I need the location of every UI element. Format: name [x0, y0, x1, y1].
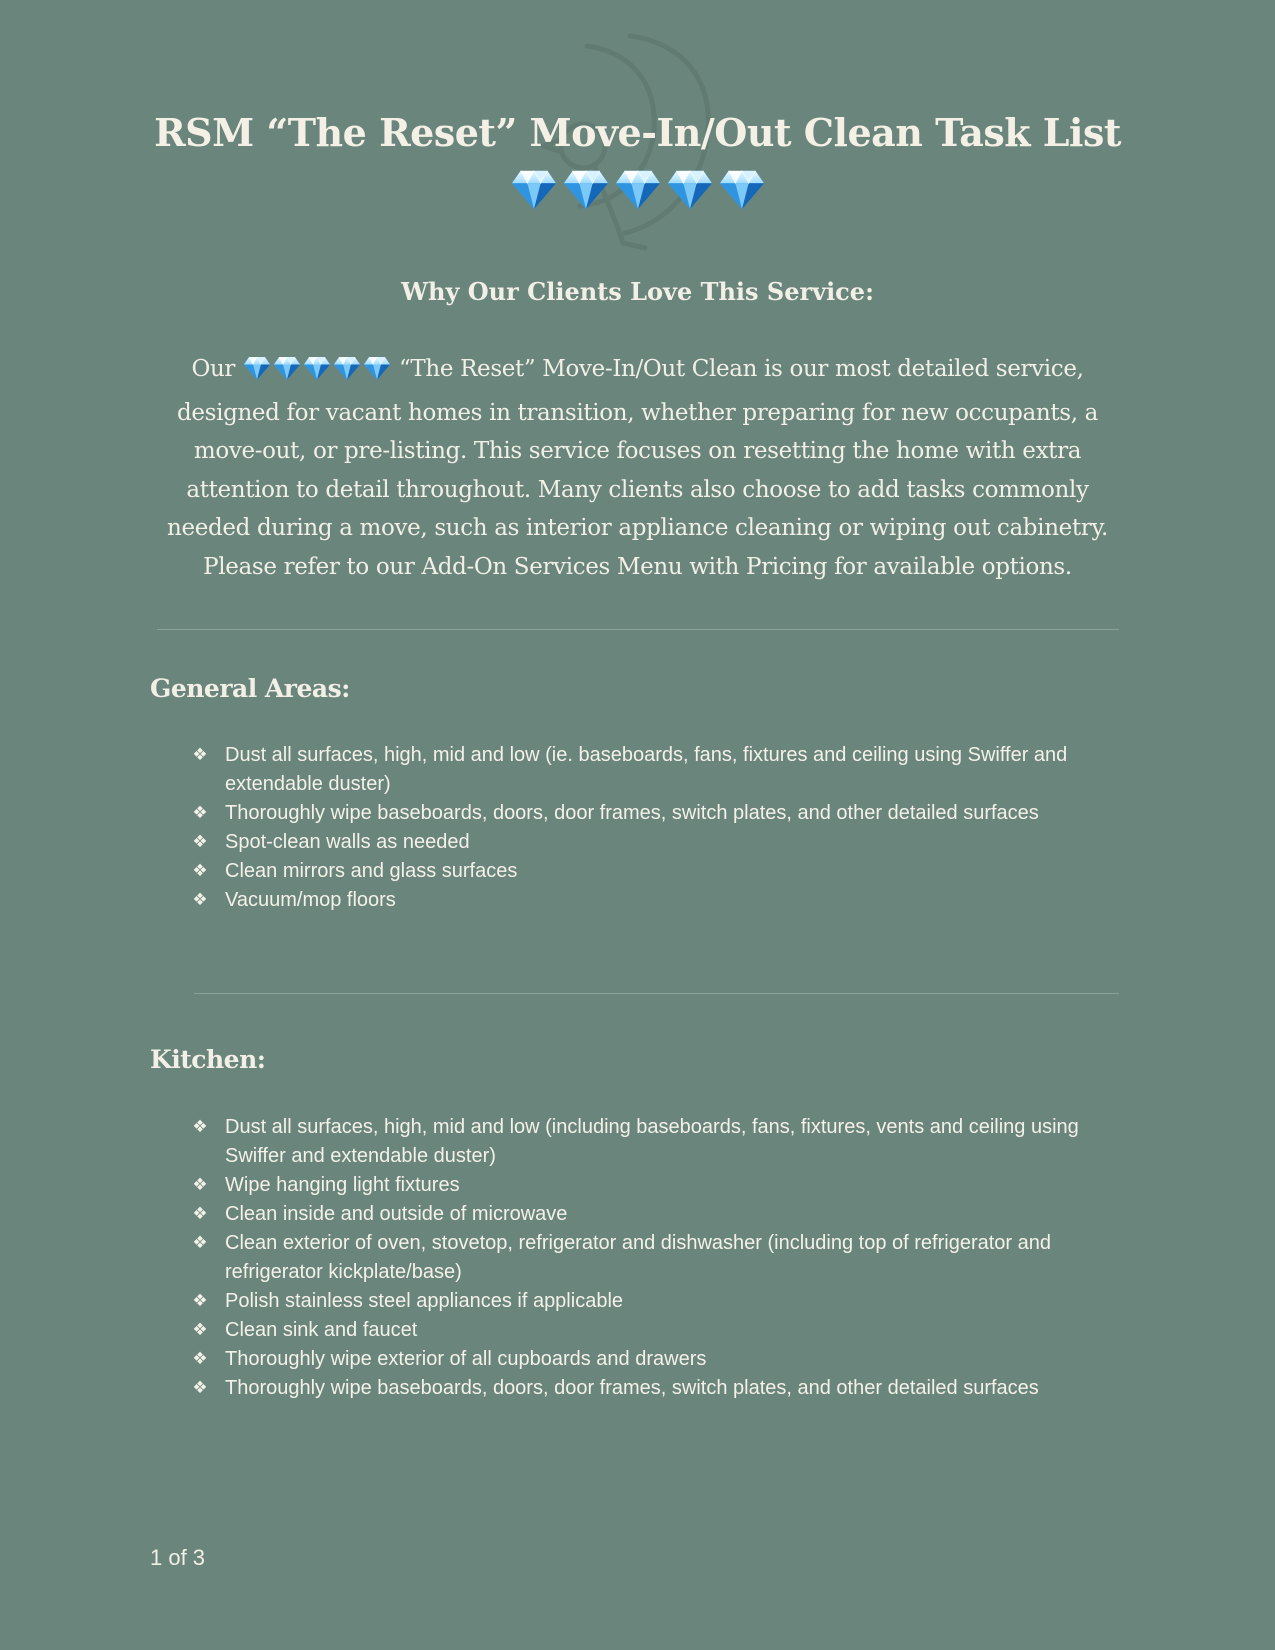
diamond-bullet-icon: ❖ [192, 1233, 208, 1253]
list-item-text: Clean inside and outside of microwave [225, 1203, 568, 1225]
diamond-bullet-icon: ❖ [192, 1204, 208, 1224]
list-item-text: Spot-clean walls as needed [225, 831, 470, 853]
list-item [190, 1171, 1090, 1200]
diamond-icon [363, 356, 391, 381]
diamond-bullet-icon: ❖ [192, 1175, 208, 1195]
diamond-bullet-icon: ❖ [192, 1117, 208, 1137]
diamond-bullet-icon: ❖ [192, 890, 208, 910]
list-item-text: Clean mirrors and glass surfaces [225, 860, 518, 882]
list-item-text: Wipe hanging light fixtures [225, 1174, 460, 1196]
diamond-icon [303, 356, 331, 381]
diamond-icon [243, 356, 271, 381]
diamond-icon [615, 168, 661, 212]
page-indicator: 1 of 3 [150, 1545, 206, 1570]
list-item-text: Vacuum/mop floors [225, 889, 396, 911]
diamond-bullet-icon: ❖ [192, 861, 208, 881]
intro-paragraph [160, 350, 1115, 586]
document-title: RSM “The Reset” Move-In/Out Clean Task List [154, 110, 1121, 155]
section-divider [157, 629, 1119, 630]
list-item [190, 799, 1090, 828]
diamond-rating [0, 168, 1275, 216]
list-item-text: Polish stainless steel appliances if applicable [225, 1290, 624, 1312]
general-areas-task-list [190, 741, 1090, 915]
section-divider [194, 993, 1119, 994]
section-heading-kitchen: Kitchen: [150, 1045, 266, 1074]
intro-heading: Why Our Clients Love This Service: [401, 277, 874, 306]
section-heading-general-areas: General Areas: [150, 674, 350, 703]
inline-diamond-rating [242, 355, 392, 394]
list-item [190, 1229, 1090, 1287]
list-item-text: Thoroughly wipe baseboards, doors, door frames, switch plates, and other detailed surfaces [225, 1377, 1039, 1399]
diamond-icon [563, 168, 609, 212]
list-item [190, 828, 1090, 857]
diamond-bullet-icon: ❖ [192, 1378, 208, 1398]
list-item-text: Clean sink and faucet [225, 1319, 418, 1341]
list-item [190, 1316, 1090, 1345]
intro-lead: Our [191, 356, 236, 382]
diamond-icon [667, 168, 713, 212]
diamond-bullet-icon: ❖ [192, 803, 208, 823]
list-item [190, 741, 1090, 799]
list-item [190, 1287, 1090, 1316]
diamond-icon [333, 356, 361, 381]
diamond-icon [719, 168, 765, 212]
diamond-bullet-icon: ❖ [192, 1320, 208, 1340]
list-item [190, 1200, 1090, 1229]
list-item-text: Thoroughly wipe baseboards, doors, door frames, switch plates, and other detailed surfaces [225, 802, 1039, 824]
list-item [190, 857, 1090, 886]
diamond-bullet-icon: ❖ [192, 1291, 208, 1311]
list-item-text: Dust all surfaces, high, mid and low (including baseboards, fans, fixtures, vents and ceiling using Swiffer and extendable duster) [225, 1116, 1079, 1167]
diamond-icon [273, 356, 301, 381]
intro-body: “The Reset” Move-In/Out Clean is our most detailed service, designed for vacant homes in transition, whether preparing for new occupants, a move-out, or pre-listing. This service focuses on resetting the home with extra attention to detail throughout. Many clients also choose to add tasks commonly needed during a move, such as interior appliance cleaning or wiping out cabinetry. Please refer to our Add-On Services Menu with Pricing for available options. [166, 356, 1109, 580]
diamond-bullet-icon: ❖ [192, 832, 208, 852]
list-item [190, 1345, 1090, 1374]
diamond-icon [511, 168, 557, 212]
list-item [190, 1113, 1090, 1171]
list-item-text: Thoroughly wipe exterior of all cupboards and drawers [225, 1348, 707, 1370]
diamond-bullet-icon: ❖ [192, 745, 208, 765]
list-item [190, 1374, 1090, 1403]
list-item-text: Dust all surfaces, high, mid and low (ie. baseboards, fans, fixtures and ceiling using Swiffer and extendable duster) [225, 744, 1068, 795]
list-item [190, 886, 1090, 915]
list-item-text: Clean exterior of oven, stovetop, refrigerator and dishwasher (including top of refrigerator and refrigerator kickplate/base) [225, 1232, 1052, 1283]
diamond-bullet-icon: ❖ [192, 1349, 208, 1369]
kitchen-task-list [190, 1113, 1090, 1403]
